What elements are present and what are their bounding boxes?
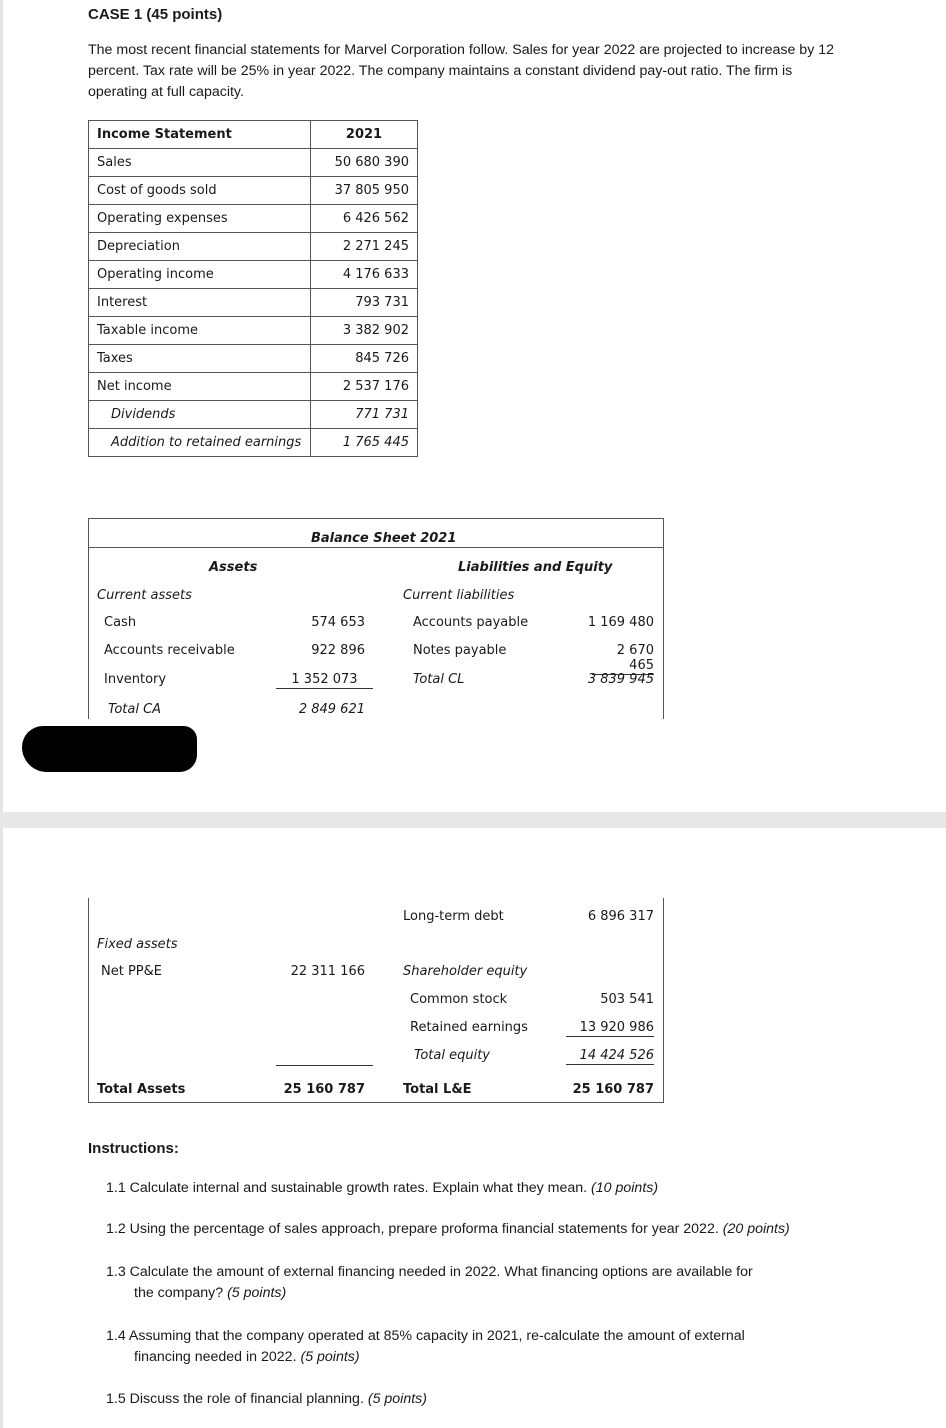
table-row: [89, 373, 418, 401]
total-ca-value: 2 849 621: [298, 702, 365, 717]
accounts-payable-label: Accounts payable: [413, 615, 529, 630]
current-assets-label: Current assets: [97, 588, 192, 603]
instruction-points: (5 points): [300, 1349, 360, 1365]
instruction-text: 1.3 Calculate the amount of external financing needed in 2022. What financing options are available for: [106, 1264, 753, 1280]
redaction-mark: [22, 726, 197, 772]
table-row: [89, 149, 418, 177]
row-label: Dividends: [89, 401, 311, 429]
case-title: CASE 1 (45 points): [88, 6, 223, 23]
row-label: Cost of goods sold: [89, 177, 311, 205]
long-term-debt-label: Long-term debt: [403, 909, 504, 924]
income-statement-header: Income Statement: [89, 121, 311, 149]
common-stock-value: 503 541: [600, 992, 654, 1007]
instruction-text: 1.2 Using the percentage of sales approach, prepare proforma financial statements for year 2022.: [106, 1221, 719, 1237]
table-row: [89, 401, 418, 429]
liabilities-header: Liabilities and Equity: [458, 560, 613, 575]
instructions-title: Instructions:: [88, 1140, 179, 1157]
row-value: 37 805 950: [311, 177, 418, 205]
row-value: 793 731: [311, 289, 418, 317]
row-value: 6 426 562: [311, 205, 418, 233]
notes-payable-value: 2 670 465: [592, 643, 654, 675]
instruction-text-cont: financing needed in 2022.: [134, 1349, 297, 1365]
instruction-item: [106, 1262, 851, 1304]
total-cl-value: 3 839 945: [587, 672, 654, 687]
current-liabilities-label: Current liabilities: [403, 588, 515, 603]
intro-paragraph: The most recent financial statements for Marvel Corporation follow. Sales for year 2022 are projected to increase by 12 percent. Tax rate will be 25% in year 2022. The company maintains a constant dividend pay-out ratio. The firm is operating at full capacity.: [88, 42, 835, 100]
row-label: Interest: [89, 289, 311, 317]
instruction-points: (20 points): [722, 1221, 790, 1237]
row-value: 3 382 902: [311, 317, 418, 345]
balance-sheet-title: Balance Sheet 2021: [311, 531, 457, 546]
total-equity-value: 14 424 526: [566, 1048, 654, 1065]
instruction-item: [106, 1326, 851, 1368]
row-label: Sales: [89, 149, 311, 177]
retained-earnings-value: 13 920 986: [566, 1020, 654, 1037]
shareholder-equity-label: Shareholder equity: [403, 964, 528, 979]
total-cl-label: Total CL: [413, 672, 465, 687]
row-label: Addition to retained earnings: [89, 429, 311, 457]
row-label: Taxable income: [89, 317, 311, 345]
instruction-points: (5 points): [367, 1391, 427, 1407]
accounts-receivable-value: 922 896: [311, 643, 365, 658]
instruction-points: (10 points): [591, 1180, 659, 1196]
table-row: [89, 261, 418, 289]
instruction-item: [106, 1219, 851, 1240]
row-value: 771 731: [311, 401, 418, 429]
table-row: [89, 429, 418, 457]
notes-payable-label: Notes payable: [413, 643, 507, 658]
accounts-receivable-label: Accounts receivable: [104, 643, 235, 658]
row-value: 1 765 445: [311, 429, 418, 457]
row-label: Depreciation: [89, 233, 311, 261]
instruction-points: (5 points): [227, 1285, 287, 1301]
total-ca-label: Total CA: [108, 702, 162, 717]
fixed-assets-label: Fixed assets: [97, 937, 178, 952]
row-value: 845 726: [311, 345, 418, 373]
cash-label: Cash: [104, 615, 137, 630]
row-label: Operating income: [89, 261, 311, 289]
accounts-payable-value: 1 169 480: [587, 615, 654, 630]
instruction-item: [106, 1389, 851, 1410]
page-separator: [0, 812, 946, 828]
row-label: Net income: [89, 373, 311, 401]
income-statement-header-row: [89, 121, 418, 149]
instruction-text-cont: the company?: [134, 1285, 224, 1301]
income-statement-table: [88, 120, 418, 457]
net-ppe-value: 22 311 166: [290, 964, 365, 979]
long-term-debt-value: 6 896 317: [587, 909, 654, 924]
table-row: [89, 345, 418, 373]
total-le-label: Total L&E: [403, 1082, 472, 1097]
instruction-text: 1.4 Assuming that the company operated at 85% capacity in 2021, re-calculate the amount of external: [106, 1328, 745, 1344]
fixed-assets-underline: [276, 1065, 373, 1066]
inventory-label: Inventory: [104, 672, 167, 687]
row-label: Operating expenses: [89, 205, 311, 233]
total-assets-label: Total Assets: [97, 1082, 186, 1097]
total-le-value: 25 160 787: [572, 1082, 654, 1097]
table-row: [89, 289, 418, 317]
table-row: [89, 317, 418, 345]
row-label: Taxes: [89, 345, 311, 373]
inventory-value: 1 352 073: [276, 672, 373, 689]
net-ppe-label: Net PP&E: [101, 964, 162, 979]
instruction-text: 1.5 Discuss the role of financial planning.: [106, 1391, 364, 1407]
divider: [89, 547, 663, 548]
row-value: 2 537 176: [311, 373, 418, 401]
screen-edge: [0, 0, 3, 1428]
income-statement-year: 2021: [311, 121, 418, 149]
instruction-text: 1.1 Calculate internal and sustainable growth rates. Explain what they mean.: [106, 1180, 588, 1196]
cash-value: 574 653: [311, 615, 365, 630]
row-value: 50 680 390: [311, 149, 418, 177]
table-row: [89, 177, 418, 205]
assets-header: Assets: [209, 560, 258, 575]
row-value: 2 271 245: [311, 233, 418, 261]
table-row: [89, 205, 418, 233]
row-value: 4 176 633: [311, 261, 418, 289]
common-stock-label: Common stock: [410, 992, 508, 1007]
retained-earnings-label: Retained earnings: [410, 1020, 528, 1035]
table-row: [89, 233, 418, 261]
total-equity-label: Total equity: [414, 1048, 490, 1063]
instruction-item: [106, 1178, 851, 1199]
total-assets-value: 25 160 787: [283, 1082, 365, 1097]
